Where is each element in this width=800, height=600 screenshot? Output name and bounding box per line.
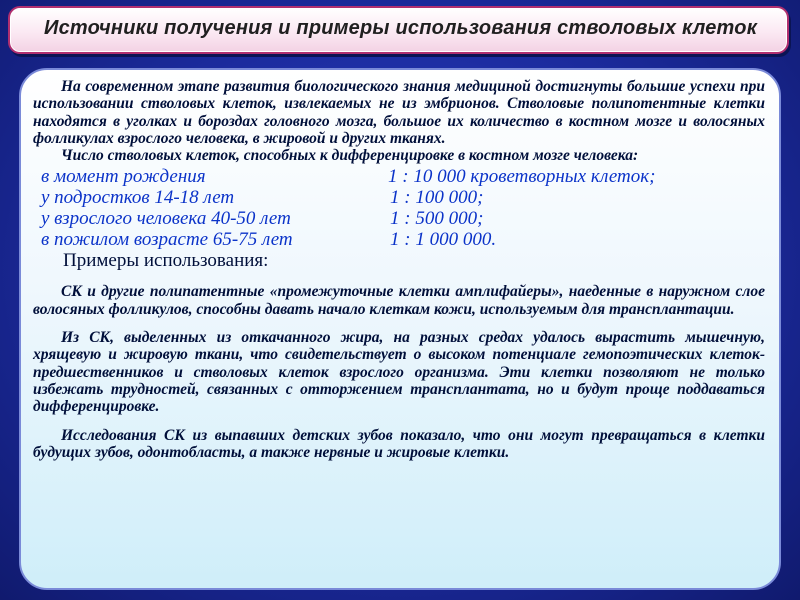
slide-title-bar: [8, 6, 789, 54]
ratio-row: [33, 208, 765, 229]
ratio-list: [33, 166, 765, 250]
ratio-age-label: в момент рождения: [41, 166, 206, 188]
ratio-age-label: в пожилом возрасте 65-75 лет: [41, 229, 293, 251]
slide-title: Источники получения и примеры использования стволовых клеток: [44, 17, 758, 39]
content-panel: [19, 68, 781, 590]
example-paragraph: Из СК, выделенных из откачанного жира, на разных средах удалось вырастить мышечную, хрящевую и жировую ткани, что свидетельствует о высоком потенциале гемопоэтических клеток-предшественников и стволовых клеток взрослого организма. Эти клетки позволяют не только избежать трудностей, связанных с отторжением трансплантата, но и будут проще поддаваться дифференцировке.: [33, 329, 765, 416]
ratio-value: 1 : 500 000;: [390, 208, 484, 230]
examples-heading: Примеры использования:: [63, 250, 269, 272]
ratio-row: [33, 166, 765, 187]
ratio-age-label: у подростков 14-18 лет: [41, 187, 235, 209]
ratio-value: 1 : 1 000 000.: [390, 229, 497, 251]
ratio-age-label: у взрослого человека 40-50 лет: [41, 208, 291, 230]
ratio-row: [33, 187, 765, 208]
example-paragraph: СК и другие полипатентные «промежуточные клетки амплифайеры», наеденные в наружном слое волосяных фолликулов, способны давать начало клеткам кожи, используемым для трансплантации.: [33, 283, 765, 318]
example-paragraph: Исследования СК из выпавших детских зубов показало, что они могут превращаться в клетки будущих зубов, одонтобласты, а также нервные и жировые клетки.: [33, 426, 765, 461]
ratio-value: 1 : 10 000 кроветворных клеток;: [388, 166, 656, 188]
ratio-row: [33, 229, 765, 250]
count-paragraph: Число стволовых клеток, способных к дифференцировке в костном мозге человека:: [61, 147, 639, 165]
content-body: [33, 78, 765, 461]
ratio-value: 1 : 100 000;: [390, 187, 484, 209]
intro-paragraph: На современном этапе развития биологического знания медициной достигнуты большие успехи при использовании стволовых клеток, извлекаемых не из эмбрионов. Стволовые полипотентные клетки находятся в уголках и бороздах головного мозга, большое их количество в костном мозге и волосяных фолликулах взрослого человека, в жировой и других тканях.: [33, 78, 765, 147]
